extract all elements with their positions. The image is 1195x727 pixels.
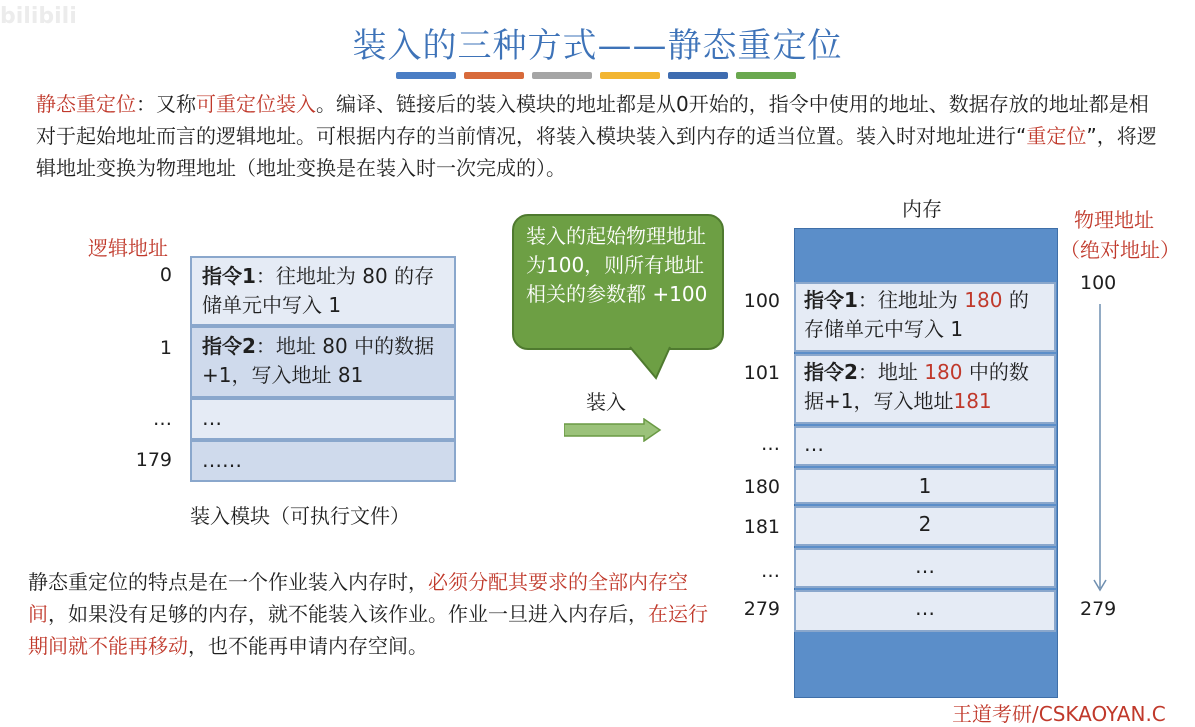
color-bar — [464, 72, 524, 79]
instruction-label: 指令1 — [202, 264, 256, 288]
color-bar — [532, 72, 592, 79]
color-bar — [736, 72, 796, 79]
features-highlight: 在运行期间就不能再移动 — [28, 602, 708, 658]
callout-bubble: 装入的起始物理地址为100，则所有地址相关的参数都 +100 — [512, 214, 724, 350]
relocated-address: 180 — [964, 288, 1003, 312]
relocated-address: 181 — [953, 389, 992, 413]
absolute-address-label: （绝对地址） — [1060, 238, 1180, 262]
range-arrow-icon — [1092, 304, 1108, 594]
physical-address-ellipsis-2: … — [761, 560, 780, 582]
load-label: 装入 — [586, 390, 626, 414]
callout-pointer — [622, 346, 682, 380]
term-alias: 可重定位装入 — [196, 92, 316, 116]
physical-address-180: 180 — [743, 476, 780, 498]
memory-row-181: 2 — [794, 506, 1056, 546]
physical-address-ellipsis: … — [761, 433, 780, 455]
intro-paragraph — [36, 88, 1161, 184]
memory-label: 内存 — [902, 197, 942, 221]
memory-row-instruction-2 — [794, 354, 1056, 424]
module-caption: 装入模块（可执行文件） — [190, 504, 410, 528]
instruction-text: ：往地址为 — [857, 288, 965, 312]
instruction-label: 指令2 — [804, 360, 858, 384]
physical-address-279: 279 — [743, 598, 780, 620]
module-row-instruction-2 — [190, 326, 456, 398]
term-static-relocation: 静态重定位 — [36, 92, 136, 116]
load-arrow-icon — [564, 418, 664, 442]
features-text: ，如果没有足够的内存，就不能装入该作业。作业一旦进入内存后， — [48, 602, 648, 626]
memory-row-180: 1 — [794, 468, 1056, 504]
instruction-text: ：往地址为 80 的存储单元中写入 1 — [202, 264, 435, 317]
color-bar — [396, 72, 456, 79]
instruction-text: 的存储单元中写入 1 — [804, 288, 1029, 341]
memory-row-ellipsis-2: … — [794, 548, 1056, 588]
instruction-label: 指令1 — [804, 288, 858, 312]
physical-address-101: 101 — [743, 362, 780, 384]
features-highlight: 必须分配其要求的全部内存空间 — [28, 570, 688, 626]
instruction-text: ：地址 80 中的数据+1，写入地址 81 — [202, 334, 435, 387]
memory-row-279: … — [794, 590, 1056, 632]
brand-footer: 王道考研/CSKAOYAN.C — [952, 702, 1166, 726]
logical-address-0: 0 — [159, 264, 172, 286]
intro-text: 。编译、链接后的装入模块的地址都是从0开始的，指令中使用的地址、数据存放的地址都是相对于起始地址而言的逻辑地址。可根据内存的当前情况，将装入模块装入到内存的适当位置。装入时对地址进行“ — [36, 92, 1149, 148]
page-title: 装入的三种方式——静态重定位 — [352, 26, 843, 66]
color-bar — [668, 72, 728, 79]
module-row-ellipsis: … — [190, 398, 456, 440]
instruction-text: ：地址 — [857, 360, 925, 384]
intro-text: ：又称 — [136, 92, 196, 116]
term-relocation: 重定位 — [1026, 124, 1087, 148]
module-row-179: …… — [190, 440, 456, 482]
title-color-bars — [396, 72, 796, 79]
logical-address-1: 1 — [159, 337, 172, 359]
logical-address-179: 179 — [135, 449, 172, 471]
watermark: bilibili — [0, 4, 77, 29]
memory-row-instruction-1 — [794, 282, 1056, 352]
physical-address-181: 181 — [743, 516, 780, 538]
logical-address-label: 逻辑地址 — [88, 236, 168, 260]
features-paragraph — [28, 566, 724, 662]
instruction-text: 中的数据+1，写入地址 — [804, 360, 1029, 413]
physical-address-100: 100 — [743, 290, 780, 312]
relocated-address: 180 — [924, 360, 963, 384]
physical-address-label: 物理地址 — [1074, 208, 1154, 232]
logical-address-ellipsis: … — [153, 408, 172, 430]
range-end-label: 279 — [1080, 598, 1117, 620]
range-start-label: 100 — [1080, 272, 1117, 294]
module-row-instruction-1 — [190, 256, 456, 326]
memory-row-ellipsis: … — [794, 426, 1056, 466]
features-text: 静态重定位的特点是在一个作业装入内存时， — [28, 570, 428, 594]
features-text: ，也不能再申请内存空间。 — [188, 634, 428, 658]
instruction-label: 指令2 — [202, 334, 256, 358]
color-bar — [600, 72, 660, 79]
intro-text: ”，将逻辑地址变换为物理地址（地址变换是在装入时一次完成的）。 — [36, 124, 1157, 180]
